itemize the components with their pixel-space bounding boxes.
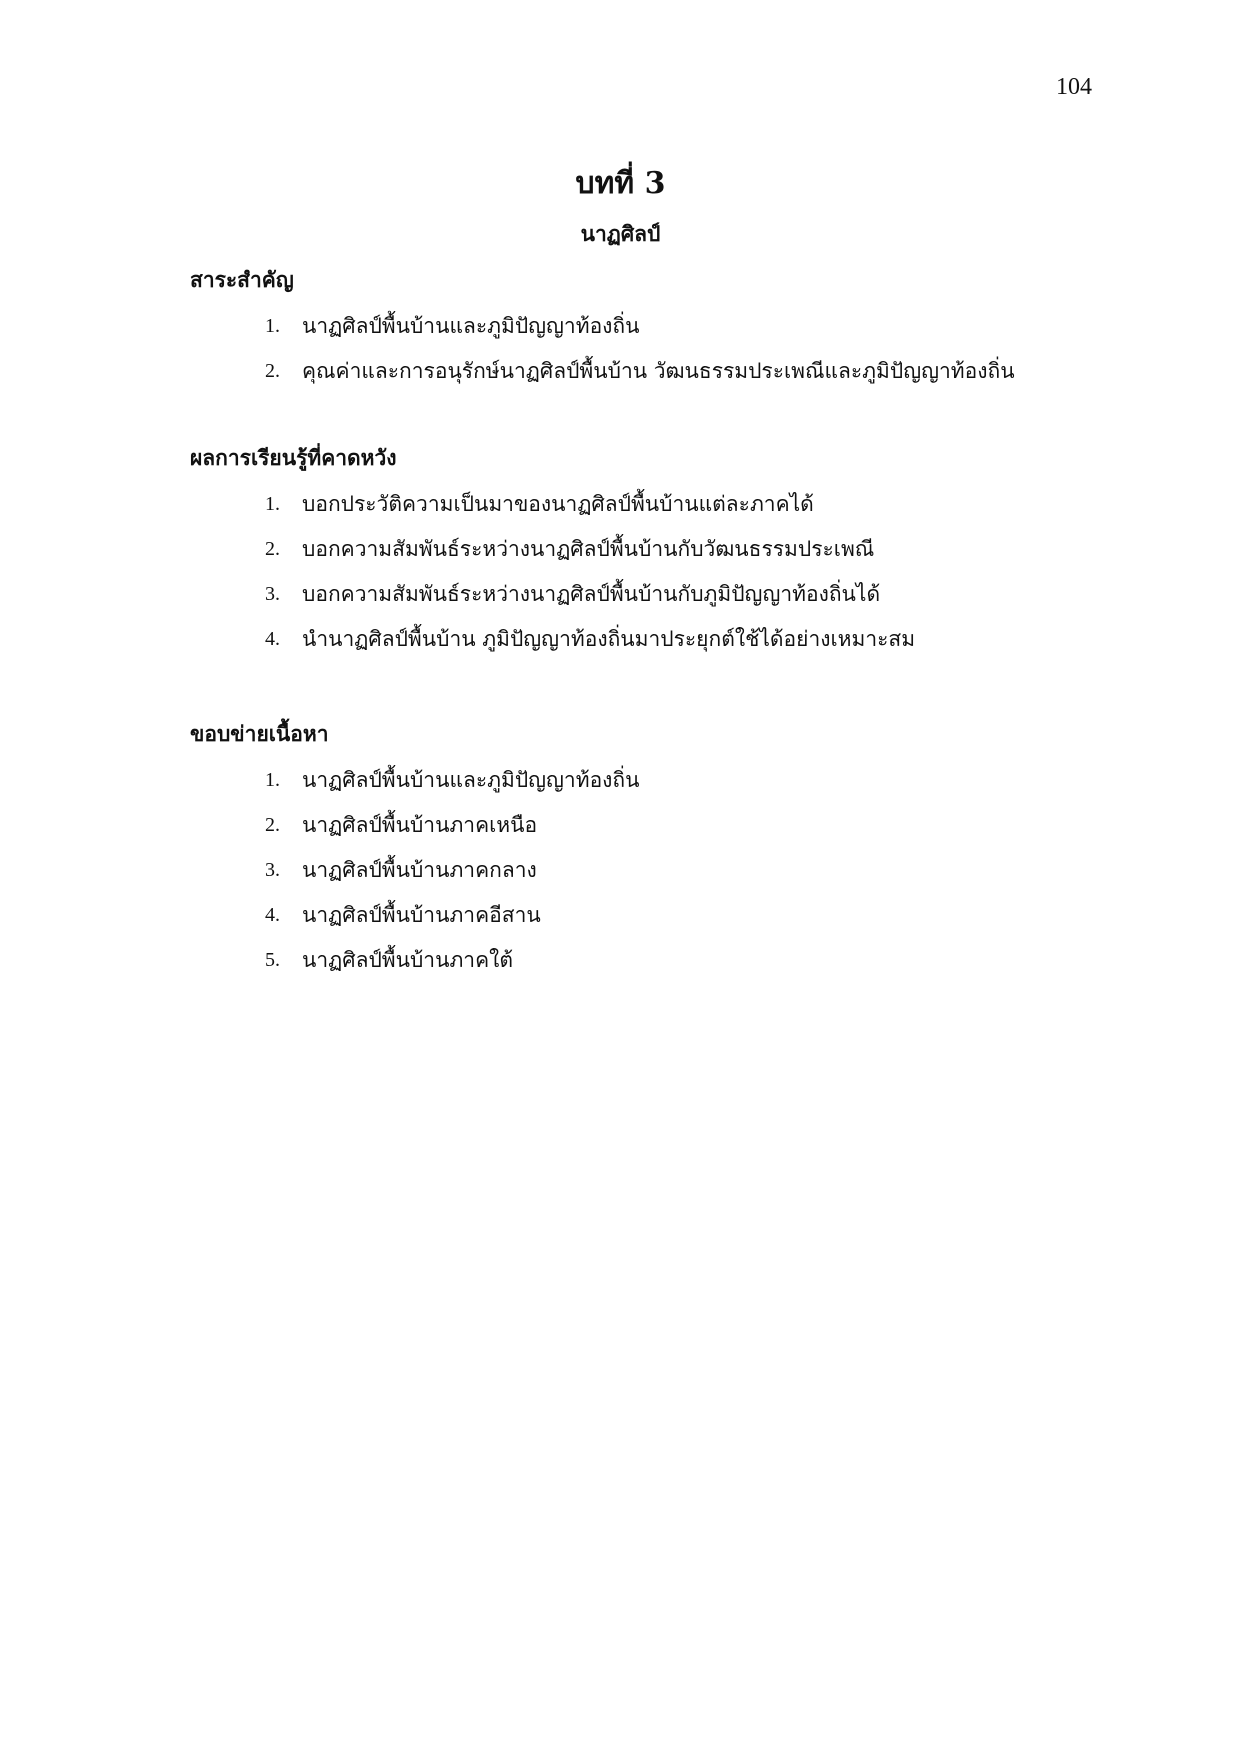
list-item [190,893,1090,938]
item-text: คุณค่าและการอนุรักษ์นาฏศิลป์พื้นบ้าน วัฒนธรรมประเพณีและภูมิปัญญาท้องถิ่น [302,359,1015,383]
item-number: 3. [265,859,280,881]
chapter-subtitle: นาฏศิลป์ [580,221,661,246]
item-text: นาฏศิลป์พื้นบ้านและภูมิปัญญาท้องถิ่น [302,314,640,338]
list-item [190,572,1090,617]
item-text: นาฏศิลป์พื้นบ้านภาคอีสาน [302,903,541,927]
item-number: 1. [265,493,280,515]
item-text: นาฏศิลป์พื้นบ้านภาคใต้ [302,948,514,972]
item-number: 4. [265,628,280,650]
list-item [190,617,1090,662]
list-item [190,527,1090,572]
list-item [190,758,1090,803]
item-number: 2. [265,814,280,836]
section-essence [190,262,1090,394]
outcomes-list [190,482,1090,662]
item-text: นาฏศิลป์พื้นบ้านภาคกลาง [302,858,537,882]
item-number: 4. [265,904,280,926]
essence-list [190,304,1090,394]
item-number: 2. [265,538,280,560]
item-text: นำนาฏศิลป์พื้นบ้าน ภูมิปัญญาท้องถิ่นมาประยุกต์ใช้ได้อย่างเหมาะสม [302,627,916,651]
item-text: นาฏศิลป์พื้นบ้านและภูมิปัญญาท้องถิ่น [302,768,640,792]
item-text: บอกความสัมพันธ์ระหว่างนาฏศิลป์พื้นบ้านกับวัฒนธรรมประเพณี [302,537,875,561]
item-text: นาฏศิลป์พื้นบ้านภาคเหนือ [302,813,538,837]
section-heading: ขอบข่ายเนื้อหา [190,721,329,746]
page-number: 104 [1056,74,1092,100]
section-expected-outcomes [190,440,1090,662]
item-number: 1. [265,769,280,791]
list-item [190,304,1090,349]
item-number: 1. [265,315,280,337]
section-heading: สาระสำคัญ [190,267,294,292]
content-scope-list [190,758,1090,983]
item-number: 2. [265,360,280,382]
list-item [190,349,1090,394]
list-item [190,938,1090,983]
chapter-title: บทที่ 3 [575,166,666,201]
section-content-scope [190,716,1090,983]
list-item [190,803,1090,848]
list-item [190,482,1090,527]
item-number: 5. [265,949,280,971]
item-text: บอกความสัมพันธ์ระหว่างนาฏศิลป์พื้นบ้านกับภูมิปัญญาท้องถิ่นได้ [302,582,881,606]
item-text: บอกประวัติความเป็นมาของนาฏศิลป์พื้นบ้านแต่ละภาคได้ [302,492,814,516]
section-heading: ผลการเรียนรู้ที่คาดหวัง [190,445,397,470]
item-number: 3. [265,583,280,605]
list-item [190,848,1090,893]
